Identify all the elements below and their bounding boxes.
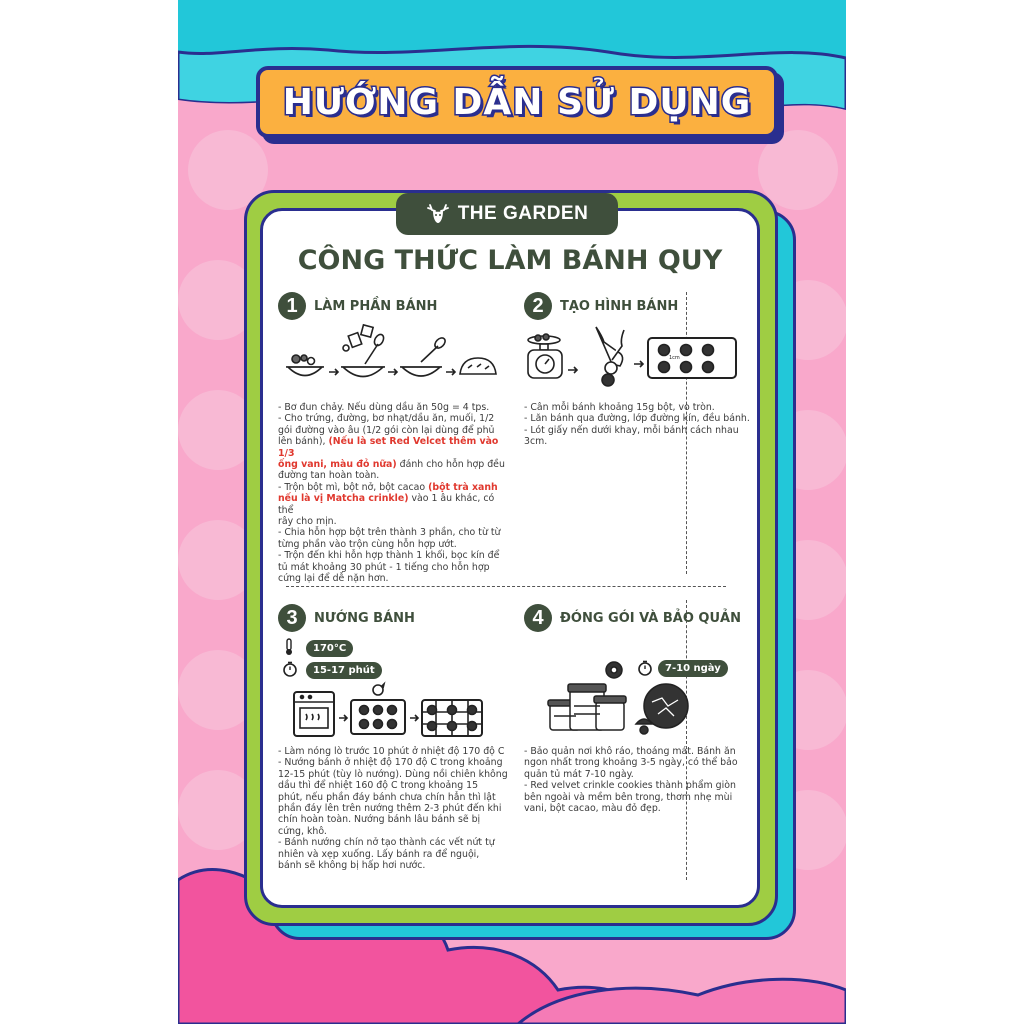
timer-icon bbox=[282, 661, 298, 677]
step-1-line: lên bánh), (Nếu là set Red Velcet thêm vào 1/3 bbox=[278, 436, 499, 459]
step-1-line: - Bơ đun chảy. Nếu dùng dầu ăn 50g = 4 tps. bbox=[278, 402, 490, 413]
step-4-line: - Bảo quản nơi khô ráo, thoáng mát. Bánh ăn bbox=[524, 746, 736, 757]
page-title: HƯỚNG DẪN SỬ DỤNG bbox=[282, 81, 752, 123]
step-2-number: 2 bbox=[524, 292, 552, 320]
step-4-header bbox=[524, 604, 741, 632]
step-1-line: cứng lại để dễ nặn hơn. bbox=[278, 573, 389, 585]
step-4-line: quản tủ mát 7-10 ngày. bbox=[524, 768, 634, 780]
step-2-instructions bbox=[524, 402, 754, 448]
step-1-line: - Trộn bột mì, bột nở, bột cacao (bột trà xanh bbox=[278, 481, 498, 493]
step-1-number: 1 bbox=[278, 292, 306, 320]
step-3-line: - Bánh nướng chín nở tạo thành các vết nứt tự bbox=[278, 837, 495, 849]
step-1-title: LÀM PHẦN BÁNH bbox=[314, 298, 438, 314]
step-3-line: nhiên và xẹp xuống. Lấy bánh ra để nguội, bbox=[278, 848, 480, 860]
step-2-line: - Lăn bánh qua đường, lớp đường kín, đều bánh. bbox=[524, 413, 750, 425]
step-1-line: từng phần vào trộn cùng hỗn hợp ướt. bbox=[278, 538, 457, 550]
step-4-line: bên ngoài và mềm bên trong, thơm nhẹ mùi bbox=[524, 791, 733, 803]
step-3-line: bánh sẽ không bị hấp hơi nước. bbox=[278, 860, 426, 872]
step-1-highlight: (bột trà xanh bbox=[428, 481, 498, 493]
step-1-line: - Trộn đến khi hỗn hợp thành 1 khối, bọc kín để bbox=[278, 550, 500, 562]
step-4-number: 4 bbox=[524, 604, 552, 632]
measure-label: 1cm bbox=[669, 355, 680, 361]
storage-time-badge: 7-10 ngày bbox=[658, 660, 728, 677]
poster bbox=[178, 0, 846, 1024]
step-1-instructions bbox=[278, 402, 508, 585]
step-4-line: ngon nhất trong khoảng 3-5 ngày, có thể bảo bbox=[524, 757, 738, 769]
step-3-line: chín hoàn toàn. Nướng bánh lâu bánh sẽ bị bbox=[278, 814, 481, 826]
temperature-badge: 170°C bbox=[306, 640, 353, 657]
step-1-line: - Cho trứng, đường, bơ nhạt/dầu ăn, muối, 1/2 bbox=[278, 413, 495, 425]
step-1-line: đường tan hoàn toàn. bbox=[278, 470, 380, 482]
step-1-line: ống vani, màu đỏ nữa) đánh cho hỗn hợp đều bbox=[278, 459, 505, 471]
thermometer-icon bbox=[282, 638, 296, 656]
step-1-line: nếu là vị Matcha crinkle) vào 1 âu khác, có thể bbox=[278, 493, 495, 516]
brand-badge bbox=[396, 193, 618, 235]
step-3-line: phút, nếu phần đáy bánh chưa chín hẳn thì lật bbox=[278, 791, 496, 803]
packaging-illustration bbox=[546, 658, 726, 736]
step-1-highlight: ống vani, màu đỏ nữa) bbox=[278, 459, 397, 471]
step-4-title: ĐÓNG GÓI VÀ BẢO QUẢN bbox=[560, 610, 741, 626]
shaping-illustration bbox=[524, 322, 749, 392]
step-2-line: 3cm. bbox=[524, 436, 548, 448]
recipe-title: CÔNG THỨC LÀM BÁNH QUY bbox=[297, 245, 723, 276]
step-3-line: cứng, khô. bbox=[278, 825, 327, 837]
step-3-number: 3 bbox=[278, 604, 306, 632]
step-3-line: - Nướng bánh ở nhiệt độ 170 độ C trong khoảng bbox=[278, 757, 503, 769]
step-3-title: NƯỚNG BÁNH bbox=[314, 610, 415, 626]
step-3-instructions bbox=[278, 746, 508, 871]
step-1-highlight: nếu là vị Matcha crinkle) bbox=[278, 493, 409, 505]
step-1-line: gói đường vào âu (1/2 gói còn lại dùng để phủ bbox=[278, 424, 495, 436]
step-4-line: vani, bột cacao, màu đỏ đẹp. bbox=[524, 803, 661, 815]
baking-illustration bbox=[290, 680, 500, 742]
step-1-line: tủ mát khoảng 30 phút - 1 tiếng cho hỗn hợp bbox=[278, 561, 490, 573]
step-3-line: dầu thì để nhiệt 160 độ C trong khoảng 15 bbox=[278, 780, 479, 792]
step-4-line: - Red velvet crinkle cookies thành phẩm giòn bbox=[524, 780, 736, 792]
step-1-highlight: (Nếu là set Red Velcet thêm vào 1/3 bbox=[278, 436, 499, 459]
step-2-line: - Lót giấy nến dưới khay, mỗi bánh cách nhau bbox=[524, 424, 739, 436]
step-1-header bbox=[278, 292, 437, 320]
title-banner bbox=[256, 66, 778, 138]
step-3-line: phần đáy lên trên nướng thêm 2-3 phút đến khi bbox=[278, 803, 502, 815]
step-2-title: TẠO HÌNH BÁNH bbox=[560, 298, 679, 314]
step-2-line: - Cân mỗi bánh khoảng 15g bột, vo tròn. bbox=[524, 402, 715, 413]
step-4-instructions bbox=[524, 746, 754, 814]
step-3-line: - Làm nóng lò trước 10 phút ở nhiệt độ 170 độ C bbox=[278, 746, 505, 757]
deer-head-icon bbox=[426, 203, 450, 225]
bake-time-badge: 15-17 phút bbox=[306, 662, 382, 679]
row-divider bbox=[286, 586, 726, 587]
step-1-line: - Chia hỗn hợp bột trên thành 3 phần, cho từ từ bbox=[278, 527, 501, 539]
step-3-header bbox=[278, 604, 415, 632]
step-2-header bbox=[524, 292, 678, 320]
brand-name: THE GARDEN bbox=[457, 203, 589, 224]
column-divider-bottom bbox=[686, 600, 687, 880]
step-3-line: 12-15 phút (tùy lò nướng). Dùng nồi chiên không bbox=[278, 768, 508, 780]
step-1-line: rây cho mịn. bbox=[278, 516, 337, 528]
mixing-illustration bbox=[278, 322, 503, 392]
